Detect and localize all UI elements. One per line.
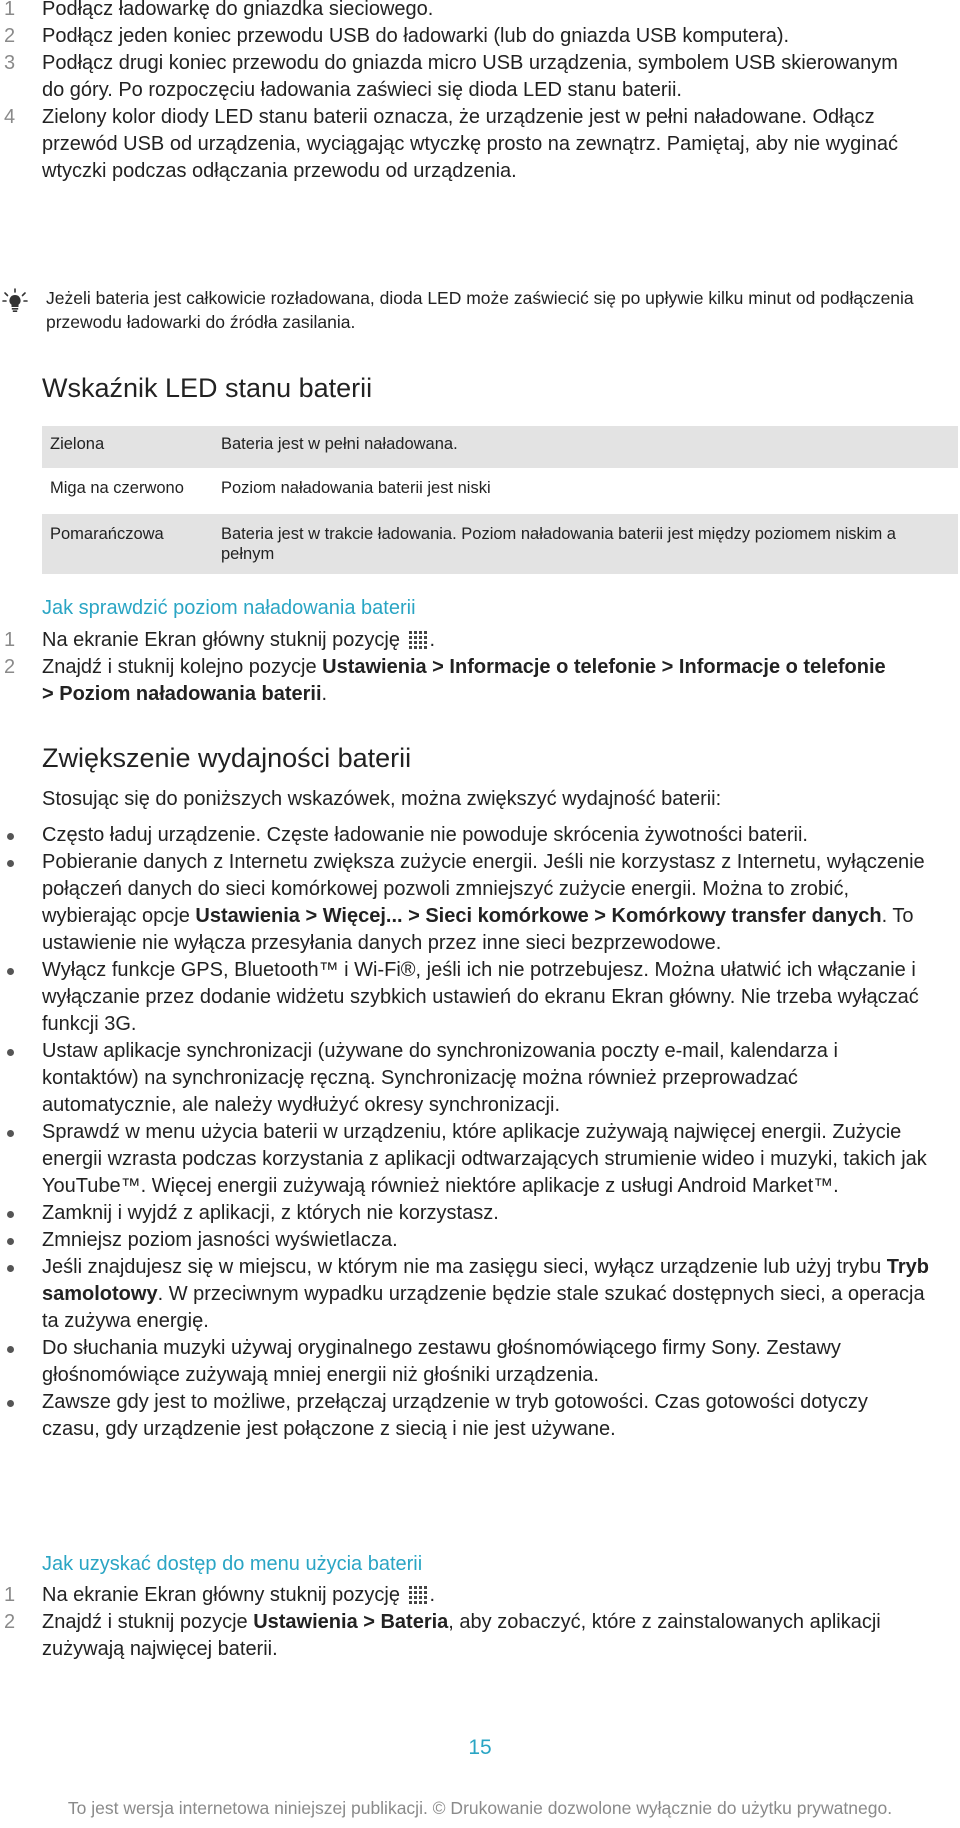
- list-item: [0, 1609, 900, 1663]
- led-desc-cell: Bateria jest w trakcie ładowania. Poziom naładowania baterii jest między poziomem niskim a pełnym: [213, 514, 958, 574]
- list-item: [0, 849, 930, 957]
- charging-steps: [0, 0, 900, 185]
- tip-text: Wyłącz funkcje GPS, Bluetooth™ i Wi-Fi®, jeśli ich nie potrzebujesz. Można ułatwić ich włączanie i wyłączanie przez dodanie widżetu szybkich ustawień do ekranu Ekran główny. Nie trzeba wyłączać funkcji 3G.: [42, 959, 919, 1035]
- section-title-led: Wskaźnik LED stanu baterii: [42, 373, 373, 403]
- mode-name: Tryb samolotowy: [42, 1256, 930, 1305]
- list-item: [0, 104, 900, 185]
- step-text: , aby zobaczyć, które z zainstalowanych aplikacji zużywają najwięcej baterii.: [42, 1611, 881, 1660]
- bullet-icon: [7, 860, 14, 867]
- list-item: [0, 1254, 930, 1335]
- section-title-performance: Zwiększenie wydajności baterii: [42, 743, 412, 773]
- step-text: Podłącz ładowarkę do gniazdka sieciowego.: [42, 0, 434, 20]
- tip-text: . W przeciwnym wypadku urządzenie będzie stale szukać dostępnych sieci, a operacja ta zużywa energię.: [42, 1283, 925, 1332]
- bullet-icon: [7, 1400, 14, 1407]
- tip-text: Jeśli znajdujesz się w miejscu, w którym nie ma zasięgu sieci, wyłącz urządzenie lub użyj trybu: [42, 1256, 887, 1278]
- bullet-icon: [7, 833, 14, 840]
- bullet-icon: [7, 968, 14, 975]
- step-text: Zielony kolor diody LED stanu baterii oznacza, że urządzenie jest w pełni naładowane. Odłącz przewód USB od urządzenia, wyciągając wtyczkę prosto na zewnątrz. Pamiętaj, aby nie wyginać wtyczki podczas odłączania przewodu od urządzenia.: [42, 106, 898, 182]
- step-end: .: [321, 683, 328, 705]
- tip-text: Jeżeli bateria jest całkowicie rozładowana, dioda LED może zaświecić się po upływie kilku minut od podłączenia przewodu ładowarki do źródła zasilania.: [46, 288, 914, 332]
- check-level-steps: [0, 627, 900, 708]
- step-number: 1: [4, 629, 16, 651]
- list-item: [0, 957, 930, 1038]
- bullet-icon: [7, 1049, 14, 1056]
- step-end: .: [429, 1584, 436, 1606]
- menu-path: Ustawienia > Więcej... > Sieci komórkowe > Komórkowy transfer danych: [195, 905, 882, 927]
- tip-note: [0, 286, 930, 334]
- list-item: [0, 1227, 930, 1254]
- menu-path: Ustawienia > Informacje o telefonie > Informacje o telefonie > Poziom naładowania baterii: [42, 656, 886, 705]
- bullet-icon: [7, 1265, 14, 1272]
- app-grid-icon: [409, 1586, 427, 1604]
- menu-path: Ustawienia > Bateria: [253, 1611, 449, 1633]
- step-number: 2: [4, 25, 16, 47]
- step-text: Znajdź i stuknij kolejno pozycje: [42, 656, 323, 678]
- step-text: Na ekranie Ekran główny stuknij pozycję: [42, 629, 400, 651]
- performance-tips: [0, 822, 930, 1443]
- tip-text: Do słuchania muzyki używaj oryginalnego zestawu głośnomówiącego firmy Sony. Zestawy głośnomówiące zużywają mniej energii niż głośniki urządzenia.: [42, 1337, 841, 1386]
- table-row: [42, 468, 958, 514]
- list-item: [0, 23, 900, 50]
- bullet-icon: [7, 1238, 14, 1245]
- led-color-cell: Miga na czerwono: [50, 479, 184, 497]
- step-number: 4: [4, 106, 16, 128]
- step-number: 1: [4, 0, 16, 20]
- bullet-icon: [7, 1130, 14, 1137]
- tip-text: . To ustawienie nie wyłącza przesyłania danych przez inne sieci bezprzewodowe.: [42, 905, 914, 954]
- list-item: [0, 50, 900, 104]
- bullet-icon: [7, 1211, 14, 1218]
- list-item: [0, 1200, 930, 1227]
- list-item: [0, 0, 900, 23]
- tip-text: Pobieranie danych z Internetu zwiększa zużycie energii. Jeśli nie korzystasz z Internetu, wyłączenie połączeń danych do sieci komórkowej pozwoli zmniejszyć zużycie energii. Można to zrobić, wybierając opcje: [42, 851, 925, 927]
- step-number: 3: [4, 52, 16, 74]
- table-row: [42, 514, 958, 574]
- list-item: [0, 627, 900, 654]
- led-desc-cell: Bateria jest w pełni naładowana.: [213, 426, 958, 468]
- subsection-title-check-level: Jak sprawdzić poziom naładowania baterii: [42, 597, 416, 619]
- table-row: [42, 426, 958, 468]
- tip-text: Zmniejsz poziom jasności wyświetlacza.: [42, 1229, 398, 1251]
- tip-text: Zamknij i wyjdź z aplikacji, z których nie korzystasz.: [42, 1202, 499, 1224]
- step-text: Podłącz drugi koniec przewodu do gniazda micro USB urządzenia, symbolem USB skierowanym do góry. Po rozpoczęciu ładowania zaświeci się dioda LED stanu baterii.: [42, 52, 898, 101]
- footer-notice: To jest wersja internetowa niniejszej publikacji. © Drukowanie dozwolone wyłącznie do użytku prywatnego.: [67, 1798, 893, 1818]
- list-item: [0, 1119, 930, 1200]
- tip-text: Często ładuj urządzenie. Częste ładowanie nie powoduje skrócenia żywotności baterii.: [42, 824, 808, 846]
- led-color-cell: Pomarańczowa: [42, 514, 213, 574]
- usage-menu-steps: [0, 1582, 900, 1663]
- tip-text: Zawsze gdy jest to możliwe, przełączaj urządzenie w tryb gotowości. Czas gotowości dotyczy czasu, gdy urządzenie jest połączone z siecią i nie jest używane.: [42, 1391, 868, 1440]
- step-end: .: [429, 629, 436, 651]
- subsection-title-usage-menu: Jak uzyskać dostęp do menu użycia baterii: [42, 1553, 423, 1575]
- led-table: [42, 426, 958, 574]
- tip-text: Sprawdź w menu użycia baterii w urządzeniu, które aplikacje zużywają najwięcej energii. Zużycie energii wzrasta podczas korzystania z aplikacji odtwarzających strumienie wideo i muzyki, takich jak YouTube™. Więcej energii zużywają również niektóre aplikacje z usługi Android Market™.: [42, 1121, 927, 1197]
- step-number: 2: [4, 656, 16, 678]
- performance-intro: Stosując się do poniższych wskazówek, można zwiększyć wydajność baterii:: [42, 788, 722, 810]
- step-text: Na ekranie Ekran główny stuknij pozycję: [42, 1584, 400, 1606]
- step-text: Podłącz jeden koniec przewodu USB do ładowarki (lub do gniazda USB komputera).: [42, 25, 790, 47]
- page-number: 15: [468, 1736, 492, 1759]
- led-color-cell: Zielona: [42, 426, 213, 468]
- list-item: [0, 1038, 930, 1119]
- list-item: [0, 1389, 930, 1443]
- led-desc-cell: Poziom naładowania baterii jest niski: [221, 479, 491, 497]
- step-text: Znajdź i stuknij pozycje: [42, 1611, 254, 1633]
- tip-text: Ustaw aplikacje synchronizacji (używane do synchronizowania poczty e-mail, kalendarza i kontaktów) na synchronizację ręczną. Synchronizację można również przeprowadzać automatycznie, ale należy wydłużyć okresy synchronizacji.: [42, 1040, 838, 1116]
- list-item: [0, 1335, 930, 1389]
- lightbulb-icon: [2, 288, 28, 314]
- bullet-icon: [7, 1346, 14, 1353]
- list-item: [0, 822, 930, 849]
- step-number: 1: [4, 1584, 16, 1606]
- list-item: [0, 654, 900, 708]
- app-grid-icon: [409, 631, 427, 649]
- step-number: 2: [4, 1611, 16, 1633]
- list-item: [0, 1582, 900, 1609]
